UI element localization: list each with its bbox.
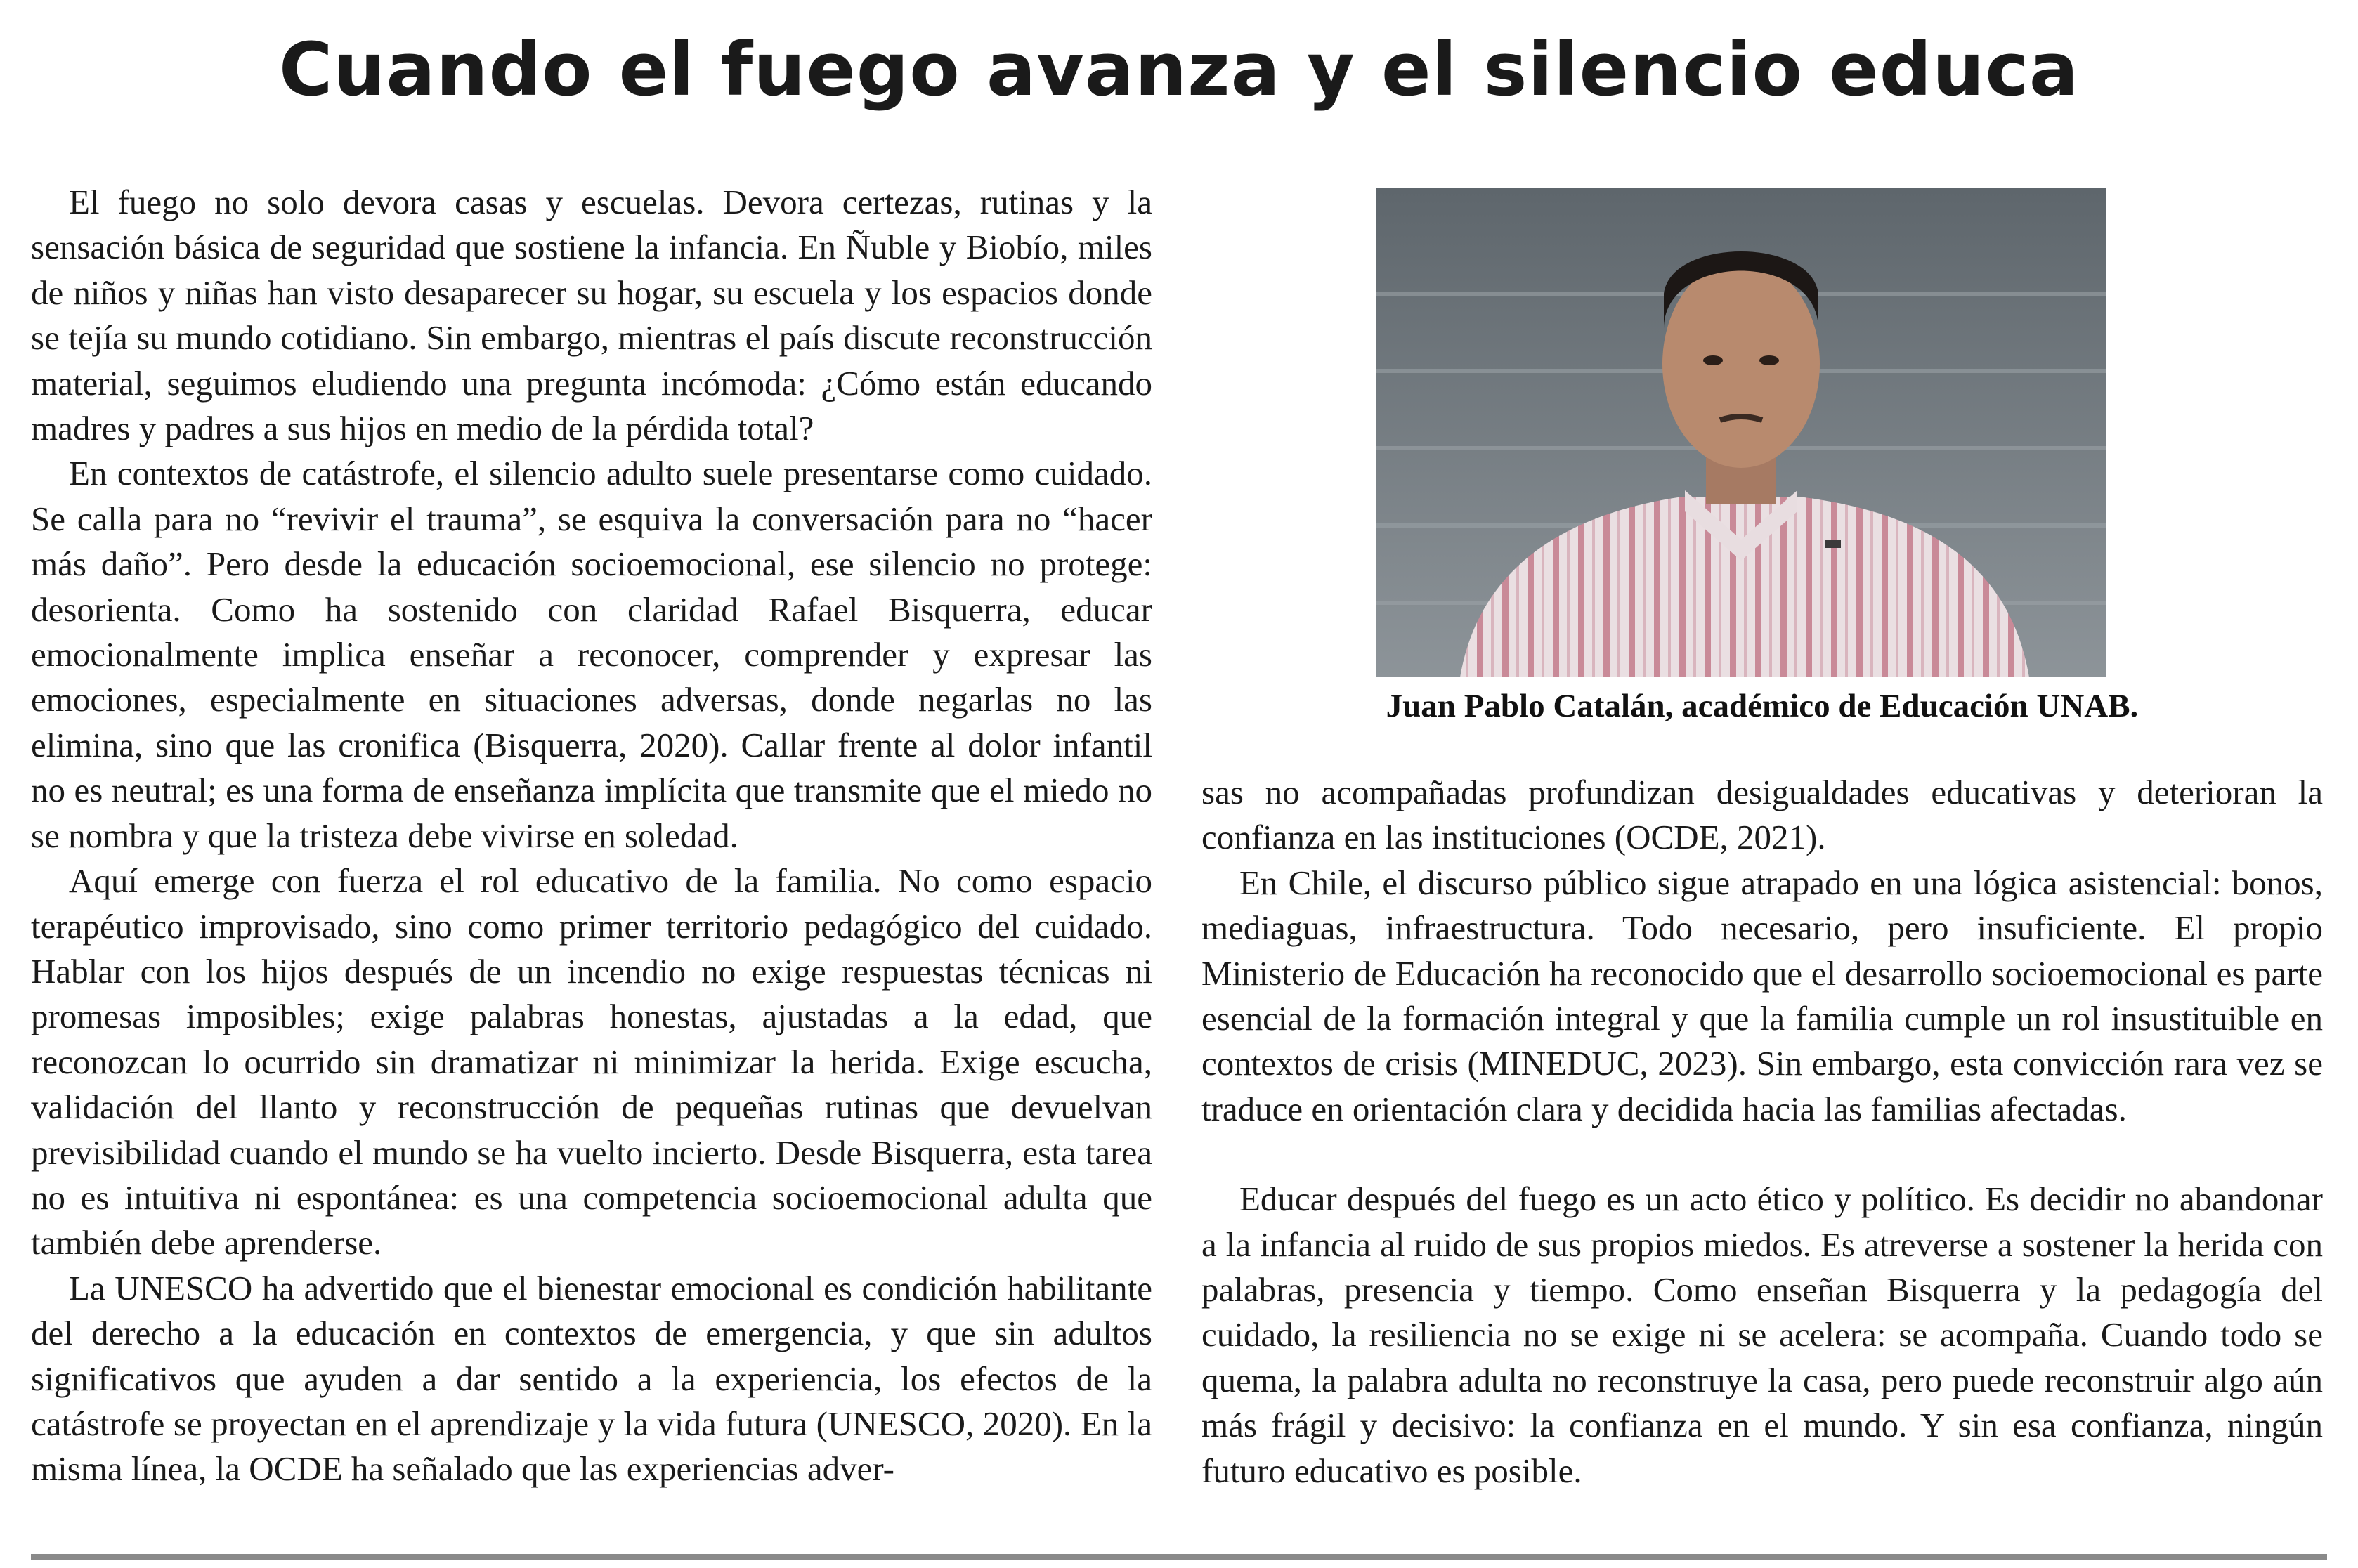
body-paragraph: En Chile, el discurso público sigue atrapado en una lógica asistencial: bonos, mediaguas, infraestructura. Todo necesario, pero insuficiente. El propio Ministerio de Educación ha reconocido que el desarrollo socioemocional es parte esencial de la formación integral y que la familia cumple un rol insustituible en contextos de crisis (MINEDUC, 2023). Sin embargo, esta convicción rara vez se traduce en orientación clara y decidida hacia las familias afectadas. bbox=[1201, 863, 2323, 1128]
body-paragraph: Aquí emerge con fuerza el rol educativo de la familia. No como espacio terapéutico improvisado, sino como primer territorio pedagógico del cuidado. Hablar con los hijos después de un incendio no exige respuestas técnicas ni promesas imposibles; exige palabras honestas, ajustadas a la edad, que reconozcan lo ocurrido sin dramatizar ni minimizar la herida. Exige escucha, validación del llanto y reconstrucción de pequeñas rutinas que devuelvan previsibilidad cuando el mundo se ha vuelto incierto. Desde Bisquerra, esta tarea no es intuitiva ni espontánea: es una competencia socioemocional adulta que también debe aprenderse. bbox=[31, 861, 1152, 1262]
article-headline: Cuando el fuego avanza y el silencio educa bbox=[278, 27, 2080, 112]
left-text-column bbox=[31, 180, 1152, 1492]
body-paragraph: La UNESCO ha advertido que el bienestar emocional es condición habilitante del derecho a la educación en contextos de emergencia, y que sin adultos significativos que ayuden a dar sentido a la experiencia, los efectos de la catástrofe se proyectan en el aprendizaje y la vida futura (UNESCO, 2020). En la misma línea, la OCDE ha señalado que las experiencias adver- bbox=[31, 1268, 1152, 1489]
body-paragraph: El fuego no solo devora casas y escuelas. Devora certezas, rutinas y la sensación básica de seguridad que sostiene la infancia. En Ñuble y Biobío, miles de niños y niñas han visto desaparecer su hogar, su escuela y los espacios donde se tejía su mundo cotidiano. Sin embargo, mientras el país discute reconstrucción material, seguimos eludiendo una pregunta incómoda: ¿Cómo están educando madres y padres a sus hijos en medio de la pérdida total? bbox=[31, 183, 1152, 448]
body-paragraph: En contextos de catástrofe, el silencio adulto suele presentarse como cuidado. Se calla para no “revivir el trauma”, se esquiva la conversación para no “hacer más daño”. Pero desde la educación socioemocional, ese silencio no protege: desorienta. Como ha sostenido con claridad Rafael Bisquerra, educar emocionalmente implica enseñar a reconocer, comprender y expresar las emociones, especialmente en situaciones adversas, donde negarlas no las elimina, sino que las cronifica (Bisquerra, 2020). Callar frente al dolor infantil no es neutral; es una forma de enseñanza implícita que transmite que el miedo no se nombra y que la tristeza debe vivirse en soledad. bbox=[31, 454, 1152, 855]
bottom-rule bbox=[31, 1554, 2327, 1560]
body-paragraph: Educar después del fuego es un acto ético y político. Es decidir no abandonar a la infancia al ruido de sus propios miedos. Es atreverse a sostener la herida con palabras, presencia y tiempo. Como enseñan Bisquerra y la pedagogía del cuidado, la resiliencia no se exige ni se acelera: se acompaña. Cuando todo se quema, la palabra adulta no reconstruye la casa, pero puede reconstruir algo aún más frágil y decisivo: la confianza en el mundo. Y sin esa confianza, ningún futuro educativo es posible. bbox=[1201, 1180, 2323, 1490]
author-photo bbox=[1376, 188, 2106, 677]
body-paragraph: sas no acompañadas profundizan desigualdades educativas y deterioran la confianza en las instituciones (OCDE, 2021). bbox=[1201, 773, 2323, 857]
photo-caption: Juan Pablo Catalán, académico de Educación UNAB. bbox=[1386, 688, 2139, 724]
right-text-column bbox=[1201, 770, 2323, 1494]
